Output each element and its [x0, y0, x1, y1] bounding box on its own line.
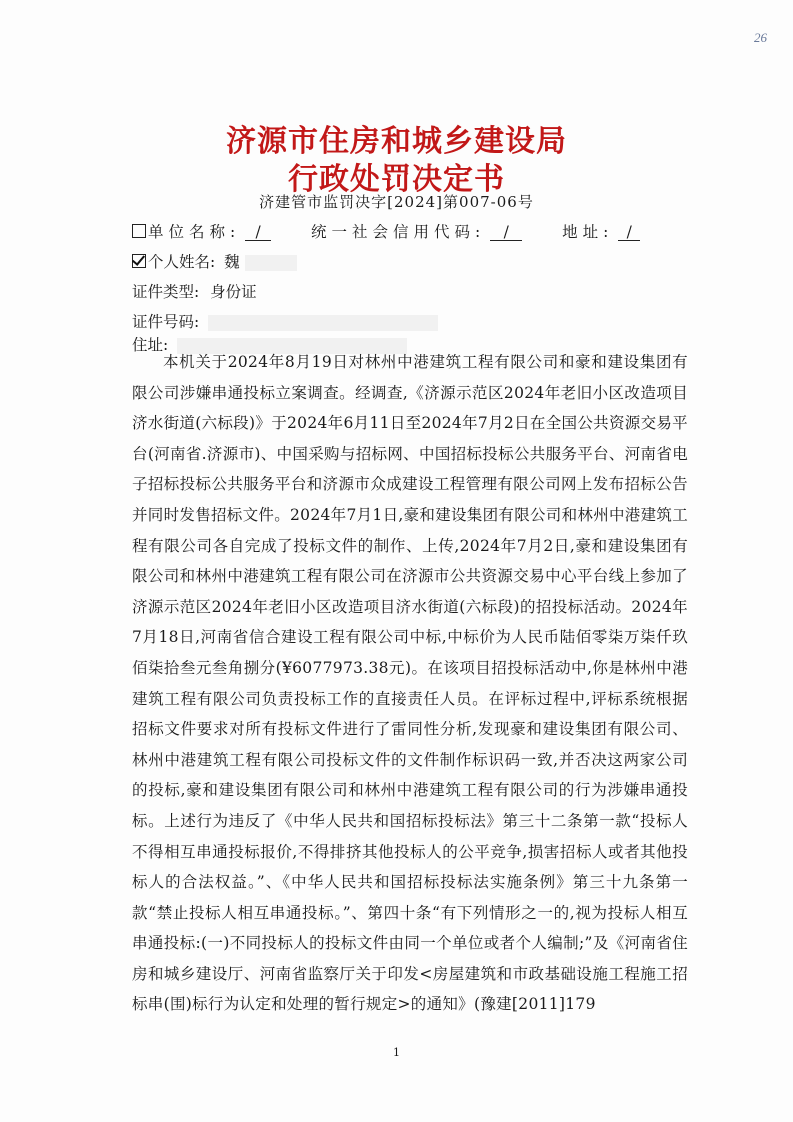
unit-name-label: 单位名称: [148, 223, 241, 241]
id-type-label: 证件类型: [132, 283, 200, 301]
credit-code-label: 统一社会信用代码: [311, 223, 486, 241]
redacted-block [208, 315, 438, 331]
id-number-line [132, 310, 438, 332]
address-label: 地址: [562, 223, 614, 241]
redacted-block [245, 255, 297, 271]
id-type-value: 身份证 [210, 283, 257, 301]
person-name-line [132, 250, 297, 272]
issuer-title: 济源市住房和城乡建设局 [226, 124, 567, 159]
unit-name-value: / [245, 224, 271, 241]
id-number-label: 证件号码: [132, 313, 200, 331]
address-value: / [618, 224, 640, 241]
credit-code-value: / [490, 224, 522, 241]
document-title: 行政处罚决定书 [288, 162, 505, 197]
residence-label: 住址: [132, 336, 169, 354]
id-type-line [132, 280, 257, 302]
person-name-value: 魏 [224, 253, 240, 271]
person-name-label: 个人姓名: [148, 253, 216, 271]
document-number: 济建管市监罚决字[2024]第007-06号 [259, 193, 534, 211]
body-paragraph: 本机关于2024年8月19日对林州中港建筑工程有限公司和豪和建设集团有限公司涉嫌串通投标立案调查。经调查,《济源示范区2024年老旧小区改造项目济水街道(六标段)》于2024年6月11日至2024年7月2日在全国公共资源交易平台(河南省.济源市)、中国采购与招标网、中国招标投标公共服务平台、河南省电子招标投标公共服务平台和济源市众成建设工程管理有限公司网上发布招标公告并同时发售招标文件。2024年7月1日,豪和建设集团有限公司和林州中港建筑工程有限公司各自完成了投标文件的制作、上传,2024年7月2日,豪和建设集团有限公司和林州中港建筑工程有限公司在济源市公共资源交易中心平台线上参加了济源示范区2024年老旧小区改造项目济水街道(六标段)的招投标活动。2024年7月18日,河南省信合建设工程有限公司中标,中标价为人民币陆佰零柒万柒仟玖佰柒拾叁元叁角捌分(¥6077973.38元)。在该项目招投标活动中,你是林州中港建筑工程有限公司负责投标工作的直接责任人员。在评标过程中,评标系统根据招标文件要求对所有投标文件进行了雷同性分析,发现豪和建设集团有限公司、林州中港建筑工程有限公司投标文件的文件制作标识码一致,并否决这两家公司的投标,豪和建设集团有限公司和林州中港建筑工程有限公司的行为涉嫌串通投标。上述行为违反了《中华人民共和国招标投标法》第三十二条第一款“投标人不得相互串通投标报价,不得排挤其他投标人的公平竞争,损害招标人或者其他投标人的合法权益。”、《中华人民共和国招标投标法实施条例》第三十九条第一款“禁止投标人相互串通投标。”、第四十条“有下列情形之一的,视为投标人相互串通投标:(一)不同投标人的投标文件由同一个单位或者个人编制;”及《河南省住房和城乡建设厅、河南省监察厅关于印发<房屋建筑和市政基础设施工程施工招标串(围)标行为认定和处理的暂行规定>的通知》(豫建[2011]179 [132, 353, 688, 1014]
person-checkbox-icon [132, 254, 146, 268]
handwritten-page-mark: 26 [754, 30, 767, 45]
unit-checkbox-icon [132, 224, 146, 238]
unit-info-line [132, 220, 640, 242]
page-number: 1 [393, 1046, 400, 1059]
